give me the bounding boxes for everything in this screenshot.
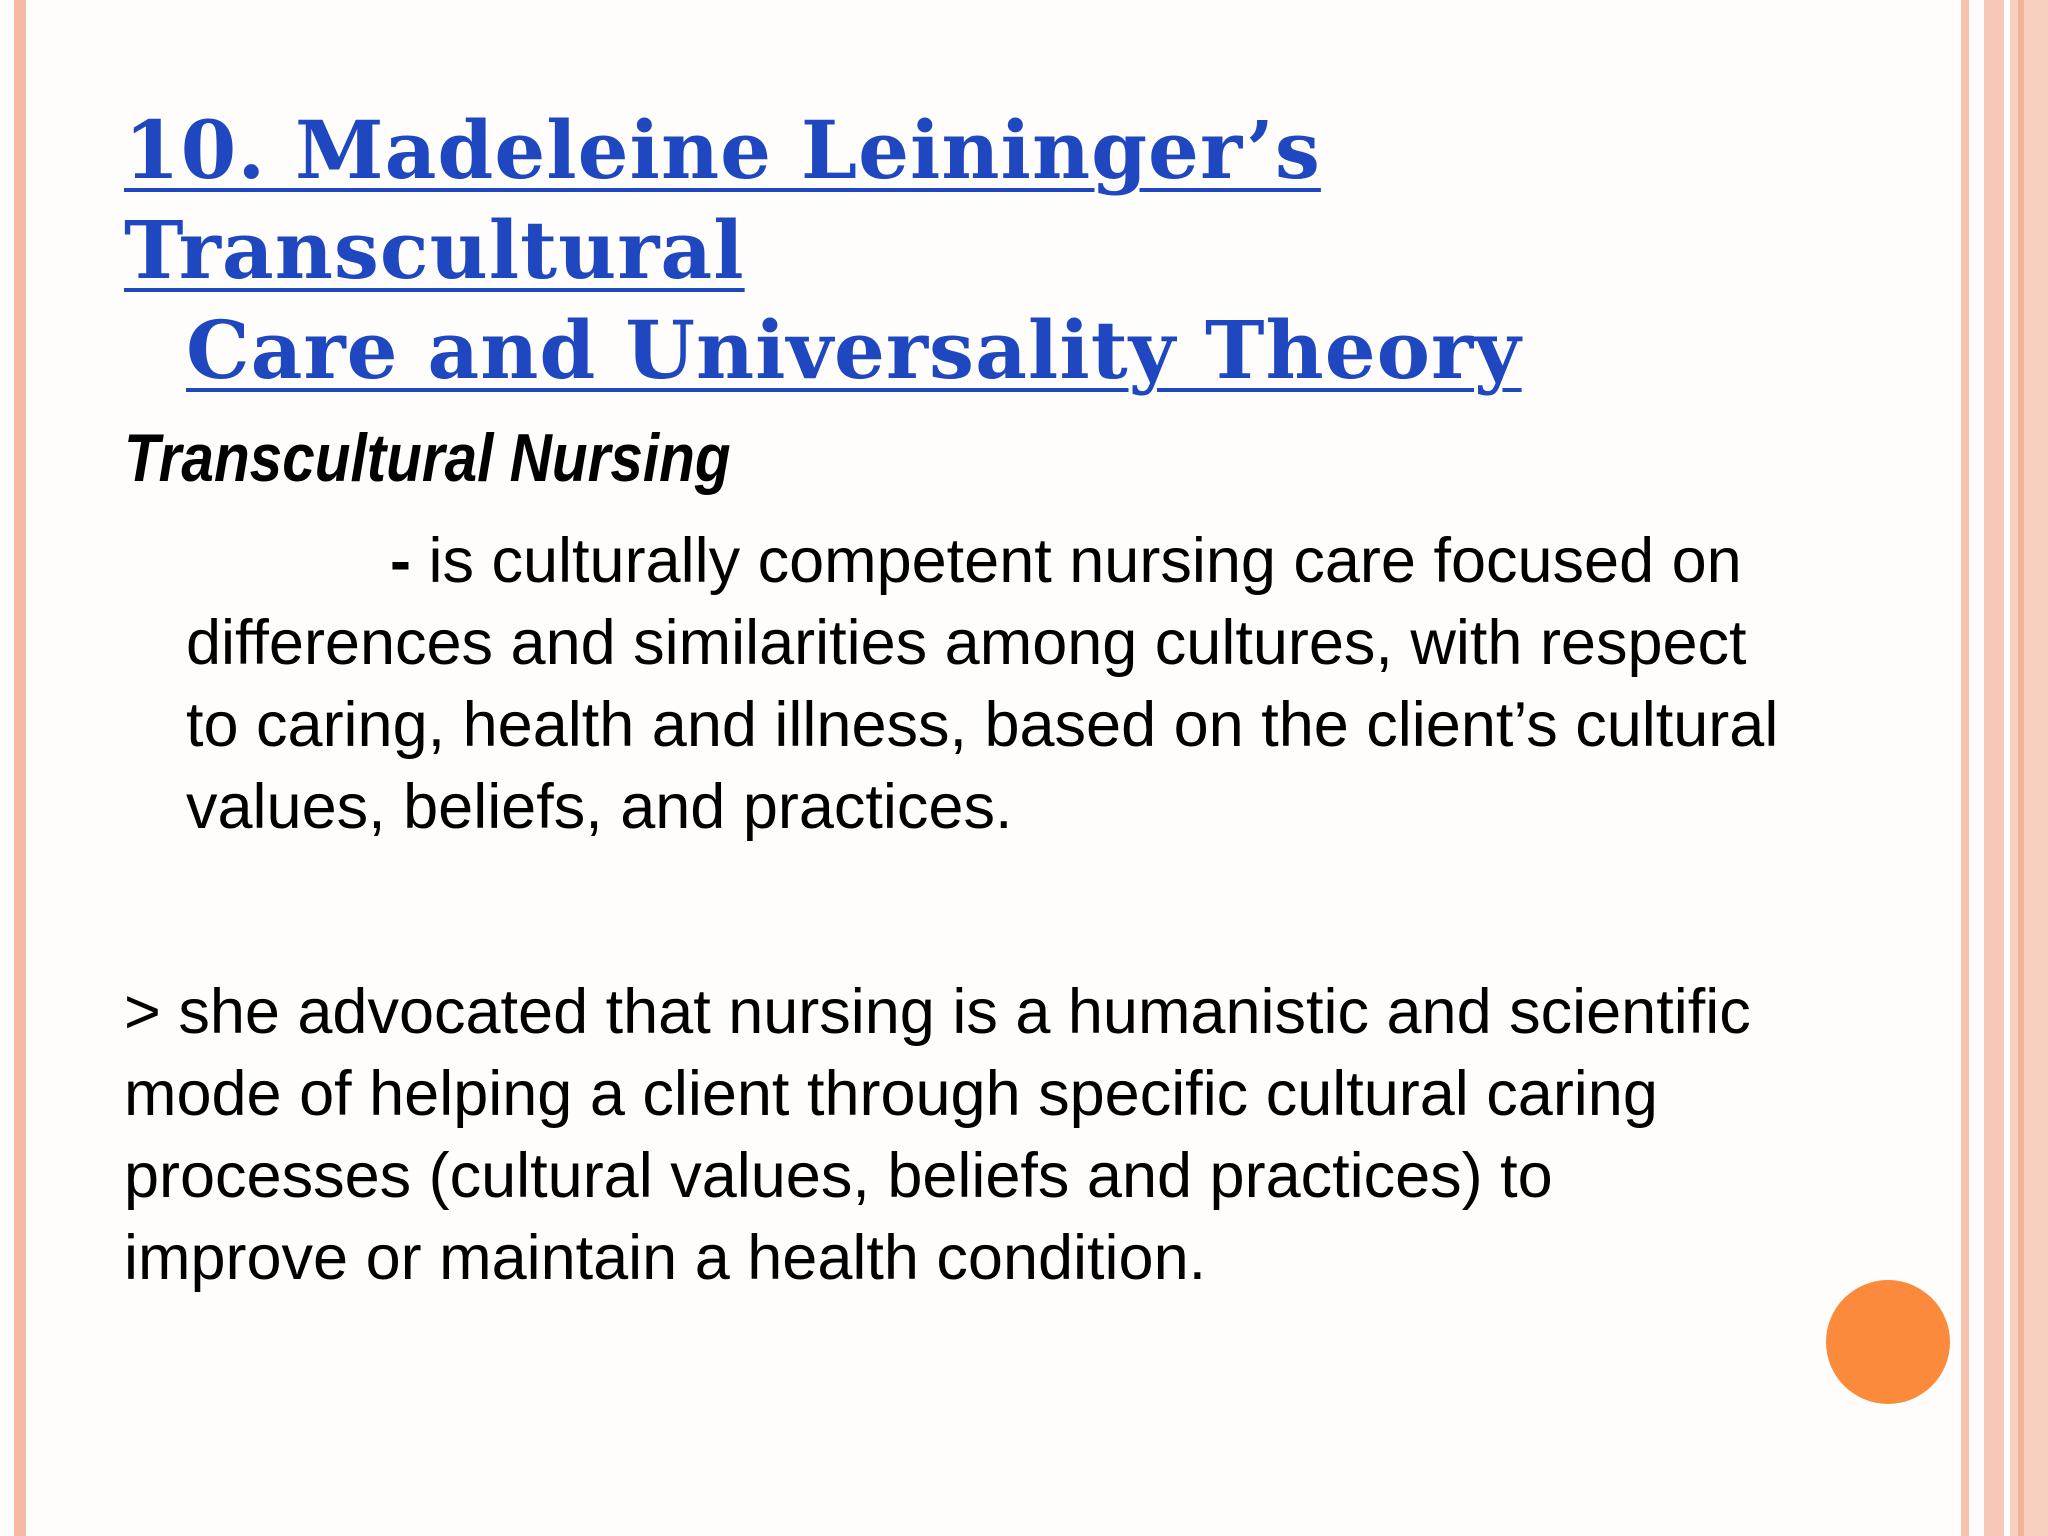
slide-title-line: Care and Universality Theory xyxy=(186,303,1522,397)
advocacy-text: she advocated that nursing is a humanistic and scientific xyxy=(178,977,1751,1047)
dash-marker: - xyxy=(390,526,411,596)
definition-line: to caring, health and illness, based on the client’s cultural xyxy=(186,690,1779,760)
advocacy-line: mode of helping a client through specific cultural caring xyxy=(124,1059,1658,1129)
right-border-bar xyxy=(1961,0,1969,1536)
advocacy-line xyxy=(124,971,1946,1053)
advocacy-line: improve or maintain a health condition. xyxy=(124,1223,1207,1293)
right-border-bar xyxy=(2018,0,2024,1536)
right-border-bar xyxy=(2010,0,2048,1536)
right-border-bar xyxy=(1984,0,2004,1536)
definition-paragraph xyxy=(186,520,1946,848)
left-border-bar xyxy=(14,0,26,1536)
bullet-marker: > xyxy=(124,977,161,1047)
advocacy-paragraph xyxy=(124,971,1946,1299)
subheading: Transcultural Nursing xyxy=(124,420,731,496)
slide-title xyxy=(124,100,1824,400)
advocacy-line: processes (cultural values, beliefs and practices) to xyxy=(124,1141,1553,1211)
definition-line xyxy=(186,520,1946,602)
definition-line: values, beliefs, and practices. xyxy=(186,772,1013,842)
definition-line: differences and similarities among cultures, with respect xyxy=(186,608,1747,678)
definition-text: is culturally competent nursing care focused on xyxy=(428,526,1742,596)
slide-title-line: 10. Madeleine Leininger’s Transcultural xyxy=(124,103,1321,297)
